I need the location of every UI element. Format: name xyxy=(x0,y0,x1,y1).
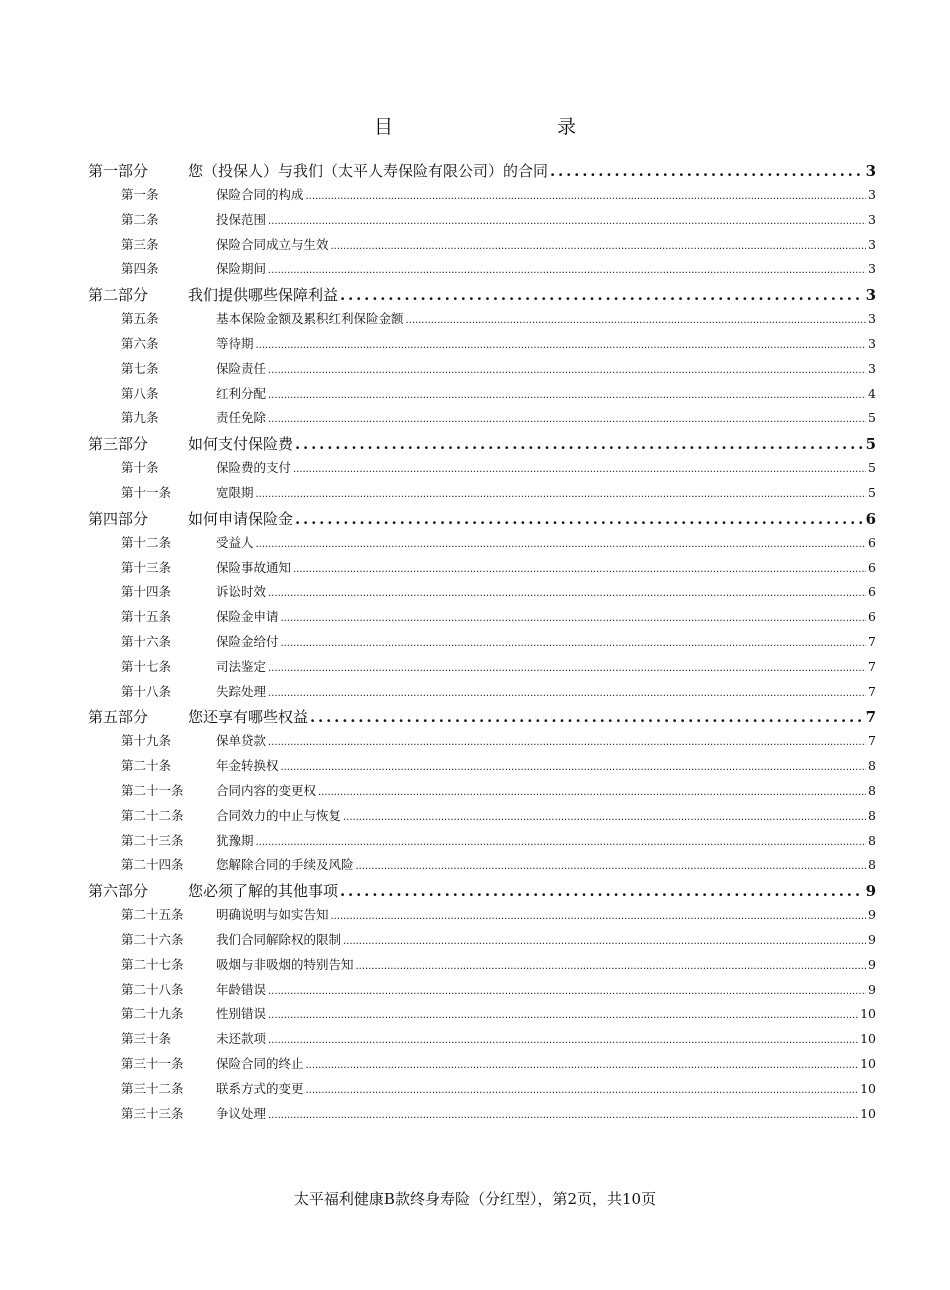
toc-entry-title: 司法鉴定 xyxy=(216,658,267,674)
toc-article-entry[interactable] xyxy=(88,1029,876,1054)
toc-entry-title: 联系方式的变更 xyxy=(216,1080,304,1096)
toc-entry-title: 保险事故通知 xyxy=(216,559,292,575)
toc-article-entry[interactable] xyxy=(88,831,876,856)
dot-leader xyxy=(340,286,864,304)
toc-article-entry[interactable] xyxy=(88,1004,876,1029)
dot-leader xyxy=(306,1081,859,1096)
toc-entry-page-number: 3 xyxy=(868,211,876,227)
toc-entry-number: 第一部分 xyxy=(88,162,149,180)
toc-entry-title: 您必须了解的其他事项 xyxy=(188,882,339,901)
dot-leader xyxy=(356,957,867,972)
toc-entry-page-number: 3 xyxy=(868,335,876,351)
toc-entry-number: 第十三条 xyxy=(121,559,172,575)
toc-entry-title: 保单贷款 xyxy=(216,733,267,749)
toc-entry-number: 第五条 xyxy=(121,311,159,327)
toc-article-entry[interactable] xyxy=(88,731,876,756)
toc-entry-number: 第二十六条 xyxy=(121,931,184,947)
dot-leader xyxy=(318,783,866,798)
toc-entry-title: 保险责任 xyxy=(216,360,267,376)
toc-entry-page-number: 5 xyxy=(865,435,876,454)
toc-entry-page-number: 9 xyxy=(868,907,876,923)
toc-entry-title: 等待期 xyxy=(216,335,254,351)
dot-leader xyxy=(268,982,866,997)
toc-entry-page-number: 9 xyxy=(868,956,876,972)
toc-entry-number: 第三部分 xyxy=(88,435,149,454)
toc-entry-page-number: 10 xyxy=(860,1055,876,1071)
toc-entry-title: 如何申请保险金 xyxy=(188,509,294,528)
toc-article-entry[interactable] xyxy=(88,1104,876,1129)
toc-entry-title: 合同效力的中止与恢复 xyxy=(216,807,342,823)
toc-article-entry[interactable] xyxy=(88,582,876,607)
toc-entry-page-number: 10 xyxy=(860,1080,876,1096)
toc-article-entry[interactable] xyxy=(88,657,876,682)
dot-leader xyxy=(295,435,864,453)
toc-entry-page-number: 8 xyxy=(868,832,876,848)
toc-entry-number: 第十四条 xyxy=(121,584,172,600)
toc-entry-page-number: 5 xyxy=(868,460,876,476)
toc-entry-number: 第九条 xyxy=(121,410,159,426)
toc-entry-page-number: 7 xyxy=(868,633,876,649)
toc-entry-page-number: 6 xyxy=(868,559,876,575)
toc-entry-number: 第三十二条 xyxy=(121,1080,184,1096)
toc-part-entry[interactable] xyxy=(88,706,876,731)
toc-article-entry[interactable] xyxy=(88,632,876,657)
toc-entry-number: 第四部分 xyxy=(88,509,149,528)
toc-entry-page-number: 8 xyxy=(868,782,876,798)
toc-article-entry[interactable] xyxy=(88,210,876,235)
toc-entry-page-number: 3 xyxy=(865,162,876,180)
dot-leader xyxy=(268,361,866,376)
toc-entry-number: 第八条 xyxy=(121,385,159,401)
toc-entry-number: 第十六条 xyxy=(121,633,172,649)
toc-entry-number: 第十五条 xyxy=(121,609,172,625)
toc-entry-title: 责任免除 xyxy=(216,410,267,426)
toc-article-entry[interactable] xyxy=(88,1079,876,1104)
toc-entry-page-number: 8 xyxy=(868,758,876,774)
dot-leader xyxy=(281,634,867,649)
toc-entry-page-number: 7 xyxy=(868,683,876,699)
dot-leader xyxy=(268,261,866,276)
toc-entry-title: 保险合同成立与生效 xyxy=(216,236,329,252)
toc-article-entry[interactable] xyxy=(88,781,876,806)
toc-article-entry[interactable] xyxy=(88,607,876,632)
toc-article-entry[interactable] xyxy=(88,334,876,359)
toc-article-entry[interactable] xyxy=(88,905,876,930)
dot-leader xyxy=(268,1031,858,1046)
dot-leader xyxy=(268,410,866,425)
toc-article-entry[interactable] xyxy=(88,955,876,980)
toc-article-entry[interactable] xyxy=(88,359,876,384)
toc-part-entry[interactable] xyxy=(88,508,876,533)
dot-leader xyxy=(295,510,864,528)
toc-entry-number: 第三条 xyxy=(121,236,159,252)
toc-entry-title: 保险金给付 xyxy=(216,633,279,649)
toc-entry-number: 第二条 xyxy=(121,211,159,227)
toc-entry-page-number: 3 xyxy=(868,311,876,327)
dot-leader xyxy=(268,584,866,599)
toc-entry-page-number: 9 xyxy=(865,882,876,901)
toc-article-entry[interactable] xyxy=(88,1054,876,1079)
toc-entry-number: 第七条 xyxy=(121,360,159,376)
dot-leader xyxy=(343,932,866,947)
toc-entry-number: 第二十二条 xyxy=(121,807,184,823)
toc-article-entry[interactable] xyxy=(88,930,876,955)
toc-entry-title: 宽限期 xyxy=(216,484,254,500)
toc-entry-title: 年龄错误 xyxy=(216,981,267,997)
toc-entry-title: 性别错误 xyxy=(216,1006,267,1022)
toc-entry-title: 投保范围 xyxy=(216,211,267,227)
toc-entry-page-number: 6 xyxy=(868,584,876,600)
dot-leader xyxy=(293,460,866,475)
dot-leader xyxy=(281,609,867,624)
dot-leader xyxy=(268,386,866,401)
toc-entry-title: 保险合同的构成 xyxy=(216,187,304,202)
toc-entry-number: 第三十一条 xyxy=(121,1055,184,1071)
toc-entry-number: 第十条 xyxy=(121,460,159,476)
toc-article-entry[interactable] xyxy=(88,855,876,880)
toc-entry-number: 第二十七条 xyxy=(121,956,184,972)
toc-article-entry[interactable] xyxy=(88,309,876,334)
page-title: 目 录 xyxy=(373,116,618,138)
toc-entry-number: 第二十八条 xyxy=(121,981,184,997)
dot-leader xyxy=(331,907,867,922)
toc-part-entry[interactable] xyxy=(88,433,876,458)
dot-leader xyxy=(306,187,867,202)
dot-leader xyxy=(293,560,866,575)
toc-entry-number: 第十一条 xyxy=(121,484,172,500)
toc-entry-title: 吸烟与非吸烟的特别告知 xyxy=(216,956,354,972)
toc-entry-number: 第一条 xyxy=(121,187,159,202)
toc-entry-title: 我们提供哪些保障利益 xyxy=(188,286,339,305)
toc-entry-page-number: 9 xyxy=(868,981,876,997)
toc-article-entry[interactable] xyxy=(88,558,876,583)
toc-entry-page-number: 7 xyxy=(868,658,876,674)
toc-article-entry[interactable] xyxy=(88,533,876,558)
dot-leader xyxy=(281,758,867,773)
page-footer: 太平福利健康B款终身寿险（分红型），第2页，共10页 xyxy=(293,1190,657,1208)
toc-article-entry[interactable] xyxy=(88,756,876,781)
toc-entry-title: 保险金申请 xyxy=(216,609,279,625)
toc-entry-number: 第二十五条 xyxy=(121,907,184,923)
toc-entry-number: 第十九条 xyxy=(121,733,172,749)
toc-entry-number: 第二十条 xyxy=(121,758,172,774)
toc-entry-title: 保险期间 xyxy=(216,261,267,277)
toc-entry-number: 第四条 xyxy=(121,261,159,277)
dot-leader xyxy=(256,336,867,351)
toc-entry-page-number: 5 xyxy=(868,484,876,500)
dot-leader xyxy=(331,237,867,252)
toc-entry-number: 第二十四条 xyxy=(121,857,184,873)
toc-entry-number: 第二十一条 xyxy=(121,782,184,798)
dot-leader xyxy=(306,1056,859,1071)
dot-leader xyxy=(268,212,866,227)
dot-leader xyxy=(268,733,866,748)
toc-entry-title: 明确说明与如实告知 xyxy=(216,907,329,923)
toc-article-entry[interactable] xyxy=(88,806,876,831)
dot-leader xyxy=(343,808,866,823)
dot-leader xyxy=(340,882,864,900)
toc-entry-page-number: 10 xyxy=(860,1006,876,1022)
dot-leader xyxy=(256,485,867,500)
toc-entry-title: 您还享有哪些权益 xyxy=(188,708,309,727)
toc-entry-page-number: 7 xyxy=(868,733,876,749)
toc-entry-page-number: 10 xyxy=(860,1105,876,1121)
toc-entry-title: 红利分配 xyxy=(216,385,267,401)
toc-entry-title: 保险费的支付 xyxy=(216,460,292,476)
toc-entry-title: 失踪处理 xyxy=(216,683,267,699)
toc-entry-page-number: 10 xyxy=(860,1031,876,1047)
toc-entry-number: 第二十九条 xyxy=(121,1006,184,1022)
table-of-contents xyxy=(88,160,876,1128)
toc-entry-title: 诉讼时效 xyxy=(216,584,267,600)
toc-entry-page-number: 9 xyxy=(868,931,876,947)
dot-leader xyxy=(310,708,864,726)
toc-entry-title: 未还款项 xyxy=(216,1031,267,1047)
toc-entry-number: 第三十三条 xyxy=(121,1105,184,1121)
toc-article-entry[interactable] xyxy=(88,235,876,260)
toc-entry-title: 合同内容的变更权 xyxy=(216,782,317,798)
toc-entry-title: 受益人 xyxy=(216,534,254,550)
toc-entry-page-number: 8 xyxy=(868,857,876,873)
toc-entry-page-number: 6 xyxy=(865,509,876,528)
dot-leader xyxy=(356,857,867,872)
toc-part-entry[interactable] xyxy=(88,880,876,905)
toc-entry-number: 第三十条 xyxy=(121,1031,172,1047)
toc-entry-number: 第十二条 xyxy=(121,534,172,550)
toc-entry-page-number: 8 xyxy=(868,807,876,823)
toc-article-entry[interactable] xyxy=(88,980,876,1005)
toc-entry-page-number: 3 xyxy=(868,236,876,252)
toc-entry-page-number: 6 xyxy=(868,609,876,625)
toc-article-entry[interactable] xyxy=(88,185,876,210)
dot-leader xyxy=(550,162,864,180)
dot-leader xyxy=(406,311,867,326)
dot-leader xyxy=(268,1106,858,1121)
toc-entry-number: 第五部分 xyxy=(88,708,149,727)
toc-article-entry[interactable] xyxy=(88,483,876,508)
toc-entry-number: 第二部分 xyxy=(88,286,149,305)
toc-entry-number: 第六条 xyxy=(121,335,159,351)
toc-article-entry[interactable] xyxy=(88,682,876,707)
toc-entry-page-number: 3 xyxy=(868,261,876,277)
toc-part-entry[interactable] xyxy=(88,160,876,185)
toc-entry-title: 保险合同的终止 xyxy=(216,1055,304,1071)
toc-entry-title: 您解除合同的手续及风险 xyxy=(216,857,354,873)
toc-entry-number: 第十八条 xyxy=(121,683,172,699)
toc-entry-title: 如何支付保险费 xyxy=(188,435,294,454)
dot-leader xyxy=(268,1006,858,1021)
toc-entry-title: 犹豫期 xyxy=(216,832,254,848)
toc-entry-title: 基本保险金额及累积红利保险金额 xyxy=(216,311,404,327)
toc-article-entry[interactable] xyxy=(88,384,876,409)
toc-part-entry[interactable] xyxy=(88,284,876,309)
toc-article-entry[interactable] xyxy=(88,259,876,284)
toc-entry-page-number: 7 xyxy=(865,708,876,727)
toc-entry-number: 第十七条 xyxy=(121,658,172,674)
toc-entry-title: 您（投保人）与我们（太平人寿保险有限公司）的合同 xyxy=(188,162,549,180)
toc-entry-title: 争议处理 xyxy=(216,1105,267,1121)
toc-article-entry[interactable] xyxy=(88,458,876,483)
toc-entry-number: 第六部分 xyxy=(88,882,149,901)
toc-entry-page-number: 3 xyxy=(865,286,876,305)
toc-entry-title: 我们合同解除权的限制 xyxy=(216,931,342,947)
dot-leader xyxy=(256,833,867,848)
dot-leader xyxy=(268,684,866,699)
toc-entry-title: 年金转换权 xyxy=(216,758,279,774)
toc-entry-page-number: 3 xyxy=(868,187,876,202)
toc-entry-page-number: 5 xyxy=(868,410,876,426)
dot-leader xyxy=(268,659,866,674)
toc-article-entry[interactable] xyxy=(88,408,876,433)
toc-entry-number: 第二十三条 xyxy=(121,832,184,848)
toc-entry-page-number: 3 xyxy=(868,360,876,376)
dot-leader xyxy=(256,535,867,550)
toc-entry-page-number: 6 xyxy=(868,534,876,550)
toc-entry-page-number: 4 xyxy=(868,385,876,401)
